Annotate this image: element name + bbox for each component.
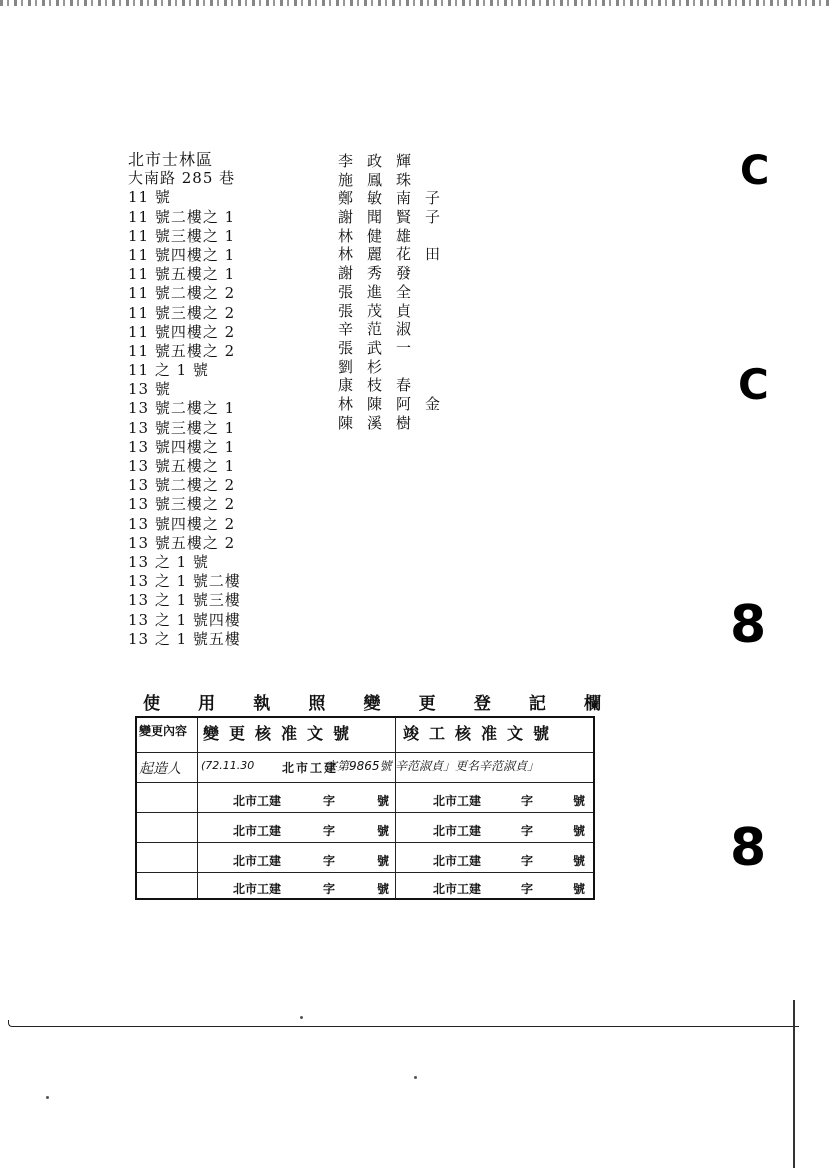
row1-label: 起造人 — [139, 761, 181, 777]
change-record-table — [135, 716, 595, 900]
column-divider — [197, 718, 198, 898]
owner-name: 李政輝 — [338, 152, 426, 170]
blank-office: 北市工建 — [433, 854, 482, 868]
address-line: 11 之 1 號 — [128, 361, 209, 380]
blank-office: 北市工建 — [233, 824, 282, 838]
binder-hole-mark: C — [740, 148, 770, 194]
address-line: 13 號 — [128, 380, 171, 399]
address-line: 13 號五樓之 2 — [128, 533, 236, 552]
address-line: 13 之 1 號二樓 — [128, 572, 241, 591]
blank-zi: 字 — [521, 824, 534, 838]
binder-hole-mark: 8 — [730, 595, 767, 655]
owner-name: 辛范淑 — [338, 320, 426, 339]
address-line: 13 之 1 號三樓 — [128, 591, 241, 610]
address-line: 11 號五樓之 1 — [128, 265, 236, 284]
blank-zi: 字 — [521, 854, 534, 868]
owner-name: 林麗花田 — [338, 245, 455, 264]
owner-name-list — [338, 152, 455, 432]
address-line: 13 號五樓之 1 — [128, 457, 236, 475]
header-change-approval: 變更核准文號 — [203, 724, 360, 743]
row1-office: 北市工建 — [282, 761, 339, 775]
title-char: 欄 — [584, 693, 601, 714]
blank-office: 北市工建 — [433, 824, 482, 838]
blank-zi: 字 — [521, 882, 534, 896]
address-line: 13 之 1 號五樓 — [128, 629, 241, 648]
address-line: 13 號三樓之 2 — [128, 495, 236, 514]
owner-name: 張進全 — [338, 282, 426, 301]
blank-hao: 號 — [573, 882, 586, 896]
address-line: 11 號三樓之 1 — [128, 226, 236, 245]
change-record-stamp — [131, 686, 601, 914]
row1-date: (72.11.30 — [201, 759, 255, 772]
owner-name: 劉杉 — [338, 357, 397, 376]
blank-hao: 號 — [377, 824, 390, 838]
page-bottom-border — [8, 1020, 799, 1027]
address-line: 13 之 1 號 — [128, 552, 209, 571]
address-line: 13 號二樓之 2 — [128, 476, 236, 495]
blank-hao: 號 — [573, 854, 586, 868]
blank-office: 北市工建 — [233, 882, 282, 896]
row1-change: 辛范淑貞」更名辛范淑貞」 — [395, 759, 540, 773]
owner-name: 林健雄 — [338, 226, 426, 245]
owner-name: 鄭敏南子 — [338, 189, 455, 208]
page-right-border — [793, 1000, 795, 1168]
address-line: 11 號二樓之 2 — [128, 284, 236, 303]
binder-hole-mark: 8 — [730, 818, 767, 878]
owner-name: 謝聞賢子 — [338, 208, 455, 227]
owner-name: 施鳳珠 — [338, 170, 426, 189]
address-line: 13 號四樓之 1 — [128, 437, 236, 456]
owner-name: 張茂貞 — [338, 301, 426, 320]
address-line: 11 號四樓之 1 — [128, 245, 236, 264]
stamp-title — [143, 686, 601, 716]
binder-hole-mark: C — [738, 360, 769, 409]
blank-hao: 號 — [573, 824, 586, 838]
title-char: 記 — [528, 693, 546, 714]
column-divider — [395, 718, 396, 898]
address-line: 11 號五樓之 2 — [128, 341, 236, 360]
title-char: 更 — [418, 693, 436, 714]
header-completion-approval: 竣工核准文號 — [403, 724, 560, 743]
address-district: 北市士林區 — [128, 150, 214, 169]
address-list — [128, 150, 248, 649]
owner-name: 康枝春 — [338, 376, 426, 395]
address-line: 13 之 1 號四樓 — [128, 610, 241, 629]
address-line: 11 號 — [128, 188, 171, 207]
header-change-content: 變更內容 — [139, 724, 188, 738]
owner-name: 陳溪樹 — [338, 413, 426, 432]
scan-speck — [300, 1016, 303, 1019]
blank-zi: 字 — [323, 824, 336, 838]
address-line: 13 號二樓之 1 — [128, 399, 236, 418]
blank-hao: 號 — [377, 794, 390, 808]
blank-hao: 號 — [573, 794, 586, 808]
blank-zi: 字 — [323, 794, 336, 808]
row1-number: 字第9865號 — [325, 759, 392, 773]
blank-office: 北市工建 — [233, 854, 282, 868]
scan-speck — [414, 1076, 417, 1079]
blank-office: 北市工建 — [433, 794, 482, 808]
owner-name: 謝秀發 — [338, 264, 426, 283]
address-line: 13 號三樓之 1 — [128, 418, 236, 437]
title-char: 登 — [473, 693, 491, 714]
owner-name: 張武一 — [338, 338, 426, 357]
title-char: 變 — [363, 693, 381, 714]
address-line: 11 號三樓之 2 — [128, 303, 236, 322]
title-char: 使 — [143, 693, 160, 714]
blank-zi: 字 — [323, 854, 336, 868]
title-char: 照 — [308, 693, 326, 714]
title-char: 執 — [253, 693, 271, 714]
address-line: 11 號四樓之 2 — [128, 322, 236, 341]
blank-hao: 號 — [377, 882, 390, 896]
address-line: 11 號二樓之 1 — [128, 207, 236, 226]
blank-office: 北市工建 — [233, 794, 282, 808]
blank-zi: 字 — [521, 794, 534, 808]
address-lane: 大南路 285 巷 — [128, 169, 236, 188]
address-line: 13 號四樓之 2 — [128, 514, 236, 533]
scan-speck — [46, 1096, 49, 1099]
title-char: 用 — [198, 693, 216, 714]
blank-office: 北市工建 — [433, 882, 482, 896]
scan-top-edge — [0, 0, 832, 6]
blank-zi: 字 — [323, 882, 336, 896]
owner-name: 林陳阿金 — [338, 394, 455, 413]
blank-hao: 號 — [377, 854, 390, 868]
